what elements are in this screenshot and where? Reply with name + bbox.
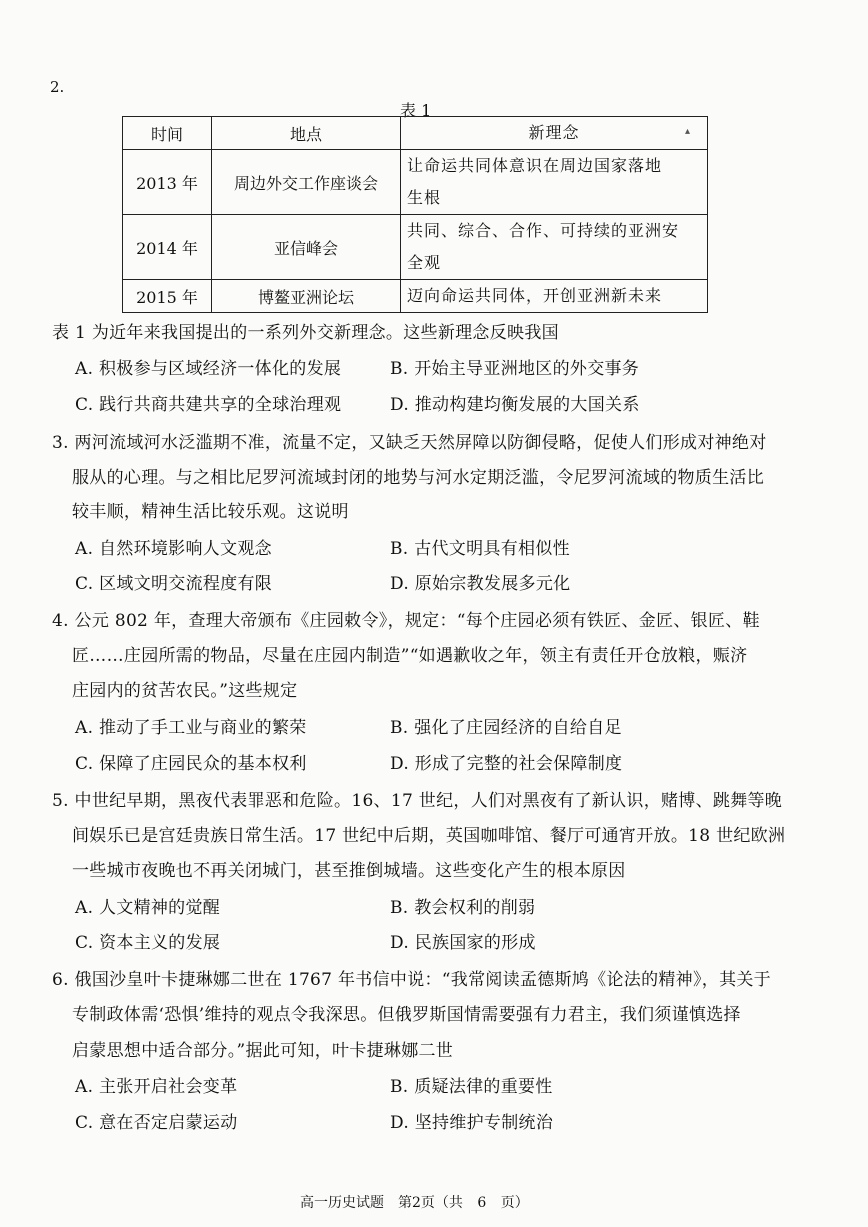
question-stem: 表 1 为近年来我国提出的一系列外交新理念。这些新理念反映我国 [52,323,559,343]
header-time: 时间 [123,117,212,150]
cell-place: 博鳌亚洲论坛 [212,280,401,313]
option-d: D. 形成了完整的社会保障制度 [390,754,623,774]
question-stem-line: 庄园内的贫苦农民。”这些规定 [72,681,298,701]
option-a: A. 推动了手工业与商业的繁荣 [75,718,307,738]
option-a: A. 自然环境影响人文观念 [75,539,272,559]
cell-place: 周边外交工作座谈会 [212,150,401,215]
cell-time: 2014 年 [123,215,212,280]
question-stem-line: 一些城市夜晚也不再关闭城门，甚至推倒城墙。这些变化产生的根本原因 [72,861,626,881]
option-b: B. 古代文明具有相似性 [390,539,570,559]
option-d: D. 民族国家的形成 [390,933,536,953]
header-place: 地点 [212,117,401,150]
table-row [123,215,708,280]
header-idea: 新理念 [401,117,708,150]
page-footer: 高一历史试题 第2页（共 6 页） [300,1195,529,1211]
cell-idea-line: 共同、综合、合作、可持续的亚洲安 [407,221,680,240]
question-stem-line: 间娱乐已是宫廷贵族日常生活。17 世纪中后期，英国咖啡馆、餐厅可通宵开放。18 世纪欧洲 [72,826,786,846]
option-d: D. 原始宗教发展多元化 [390,574,571,594]
question-stem-line: 4. 公元 802 年，查理大帝颁布《庄园敕令》，规定：“每个庄园必须有铁匠、金匠、银匠、鞋 [52,611,760,631]
cell-time: 2015 年 [123,280,212,313]
question-stem-line: 专制政体需‘恐惧’维持的观点令我深思。但俄罗斯国情需要强有力君主，我们须谨慎选择 [72,1005,741,1025]
option-a: A. 人文精神的觉醒 [75,898,221,918]
option-b: B. 开始主导亚洲地区的外交事务 [390,359,640,379]
diplomacy-table [122,116,708,313]
question-stem-line: 服从的心理。与之相比尼罗河流域封闭的地势与河水定期泛滥，令尼罗河流域的物质生活比 [72,468,764,488]
cell-idea [401,215,708,280]
option-b: B. 强化了庄园经济的自给自足 [390,718,622,738]
option-d: D. 推动构建均衡发展的大国关系 [390,395,640,415]
scan-mark: ▴ [684,126,690,137]
option-d: D. 坚持维护专制统治 [390,1113,554,1133]
option-c: C. 资本主义的发展 [75,933,221,953]
cell-idea-line: 生根 [407,188,442,207]
cell-time: 2013 年 [123,150,212,215]
cell-place: 亚信峰会 [212,215,401,280]
table-header-row [123,117,708,150]
table-caption: 表 1 [400,101,432,120]
question-stem-line: 较丰顺，精神生活比较乐观。这说明 [72,502,349,522]
option-a: A. 主张开启社会变革 [75,1077,238,1097]
question-stem-line: 匠……庄园所需的物品，尽量在庄园内制造”“如遇歉收之年，领主有责任开仓放粮，赈济 [72,646,748,666]
option-c: C. 保障了庄园民众的基本权利 [75,754,307,774]
table-row [123,280,708,313]
table-row [123,150,708,215]
cell-idea: 迈向命运共同体，开创亚洲新未来 [401,280,708,313]
option-b: B. 教会权利的削弱 [390,898,536,918]
option-c: C. 区域文明交流程度有限 [75,574,273,594]
option-b: B. 质疑法律的重要性 [390,1077,553,1097]
cell-idea-line: 全观 [407,253,442,272]
question-number: 2. [50,78,65,96]
question-stem-line: 3. 两河流域河水泛滥期不准，流量不定，又缺乏天然屏障以防御侵略，促使人们形成对神绝对 [52,433,767,453]
option-a: A. 积极参与区域经济一体化的发展 [75,359,342,379]
option-c: C. 意在否定启蒙运动 [75,1113,238,1133]
cell-idea [401,150,708,215]
question-stem-line: 5. 中世纪早期，黑夜代表罪恶和危险。16、17 世纪，人们对黑夜有了新认识，赌博、跳舞等晚 [52,791,783,811]
option-c: C. 践行共商共建共享的全球治理观 [75,395,342,415]
question-stem-line: 6. 俄国沙皇叶卡捷琳娜二世在 1767 年书信中说：“我常阅读孟德斯鸠《论法的精神》，其关于 [52,970,771,990]
cell-idea-line: 让命运共同体意识在周边国家落地 [407,156,663,175]
question-stem-line: 启蒙思想中适合部分。”据此可知，叶卡捷琳娜二世 [72,1041,454,1061]
